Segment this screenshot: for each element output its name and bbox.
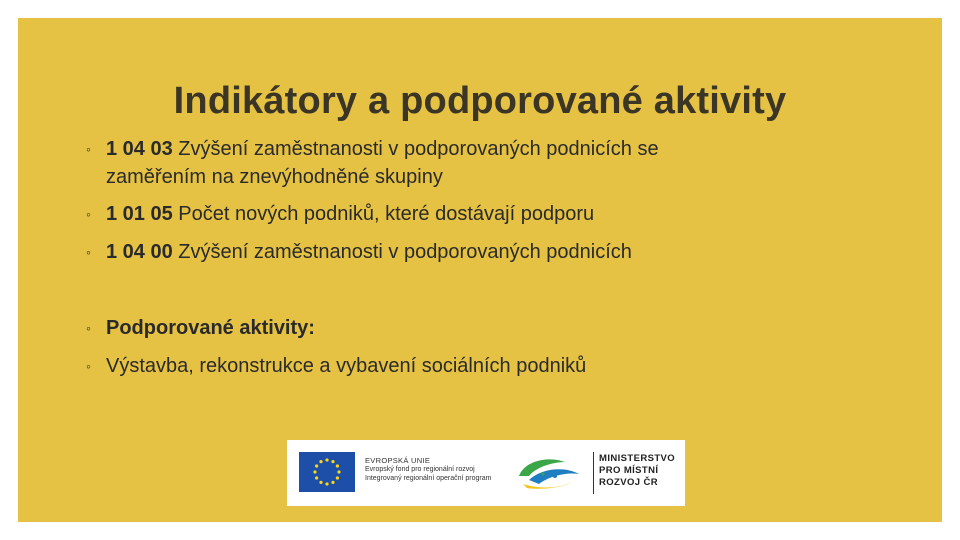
indicator-code: 1 01 05 — [106, 203, 173, 225]
activity-item — [86, 352, 806, 380]
bullet-icon: ◦ — [86, 141, 91, 157]
indicator-item — [86, 200, 806, 228]
activities-heading — [86, 314, 806, 342]
bullet-icon: ◦ — [86, 320, 91, 336]
eu-caption — [365, 456, 491, 483]
indicator-text-continued: zaměřením na znevýhodněné skupiny — [106, 166, 443, 188]
bullet-icon: ◦ — [86, 206, 91, 222]
activity-text: Výstavba, rekonstrukce a vybavení sociálních podniků — [106, 355, 587, 377]
bullet-icon: ◦ — [86, 358, 91, 374]
ministry-line: ROZVOJ ČR — [599, 477, 659, 488]
ministry-caption — [599, 453, 675, 489]
ministry-emblem-icon — [515, 454, 583, 492]
eu-name: EVROPSKÁ UNIE — [365, 456, 431, 465]
ministry-line: MINISTERSTVO — [599, 453, 676, 464]
logo-separator — [593, 452, 594, 494]
indicator-item — [86, 135, 806, 191]
eu-flag-icon — [299, 452, 355, 492]
ministry-line: PRO MÍSTNÍ — [599, 465, 659, 476]
indicator-item — [86, 238, 806, 266]
logo-strip — [287, 440, 685, 506]
indicator-text: Zvýšení zaměstnanosti v podporovaných podnicích — [178, 241, 632, 263]
eu-fund: Evropský fond pro regionální rozvoj — [365, 466, 475, 473]
eu-program: Integrovaný regionální operační program — [365, 475, 492, 482]
indicator-code: 1 04 00 — [106, 241, 173, 263]
activities-heading-text: Podporované aktivity: — [106, 317, 315, 339]
indicator-text: Zvýšení zaměstnanosti v podporovaných podnicích se — [178, 138, 659, 160]
page-title: Indikátory a podporované aktivity — [173, 80, 787, 122]
indicator-code: 1 04 03 — [106, 138, 173, 160]
indicator-text: Počet nových podniků, které dostávají podporu — [178, 203, 595, 225]
bullet-icon: ◦ — [86, 244, 91, 260]
